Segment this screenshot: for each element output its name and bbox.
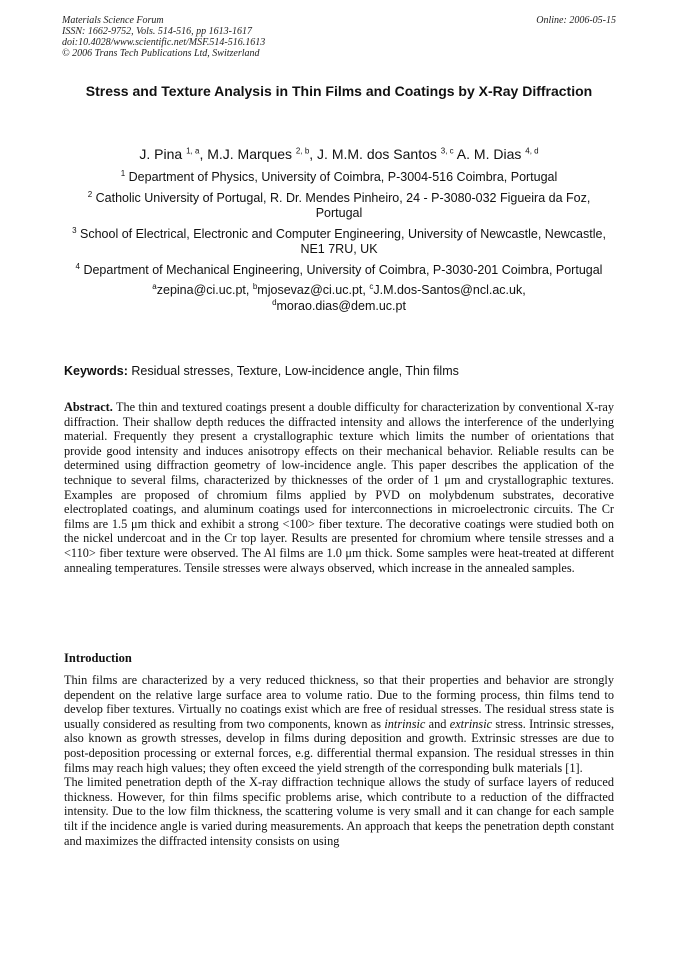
affiliation (64, 227, 614, 258)
affiliation-num: 1 (120, 168, 126, 178)
online-date: Online: 2006-05-15 (536, 15, 616, 26)
text-run: Thin films are characterized by a very reduced thickness, so that their properties and behavior are strongly dependent on the relative large surface area to volume ratio. Due to the forming process, thin films tend to develop fiber textures. Virtually no coatings exist which are free of residual stresses. The residual stress state is usually considered as resulting from two components, known as (64, 673, 614, 731)
affiliations (64, 170, 614, 319)
email-list (64, 283, 614, 314)
introduction-body (64, 673, 614, 848)
email-sup: a (152, 281, 157, 291)
author-name: J. M.M. dos Santos (317, 146, 437, 162)
email-sup: c (369, 281, 374, 291)
keywords (64, 364, 624, 378)
affiliation-num: 4 (75, 261, 80, 271)
paragraph (64, 673, 614, 775)
text-run: stress. Intrinsic stresses, also known as growth stresses, develop in films during deposition and growth. Extrinsic stresses are due to post-deposition processing or external forces, e.g. differential thermal expansion. The residual stresses in thin films may reach high values; they often exceed the yield strength of the corresponding bulk materials [1]. (64, 716, 615, 775)
author-sup: 2, b (295, 146, 310, 156)
affiliation-num: 3 (72, 225, 77, 235)
author-name: M.J. Marques (207, 146, 293, 162)
affiliation-text: Department of Mechanical Engineering, University of Coimbra, P-3030-201 Coimbra, Portugal (83, 262, 603, 277)
abstract-text: The thin and textured coatings present a double difficulty for characterization by conventional X-ray diffraction. Their shallow depth reduces the diffracted intensity and allows the interference of the underlying material. Frequently they present a crystallographic texture which limits the number of orientations that provide good intensity and induces anisotropy effects on their mechanical behavior. Reliable results can be determined using diffraction geometry of low-incidence angle. This paper describes the application of the technique to several films, characterized by thicknesses of the order of 1 μm and crystallographic textures. Examples are proposed of chromium films applied by PVD on molybdenum substrates, decorative electroplated coatings, and aluminum coatings used for interconnections in microelectronic circuits. The Cr films are 1.5 μm thick and exhibit a strong <100> fiber texture. The decorative coatings were studied both on the nickel undercoat and in the Cr top layer. Results are presented for chromium where tensile stresses and a <110> fiber texture were observed. The Al films are 1.0 μm thick. Some samples were heat-treated at different annealing temperatures. Tensile stresses were always observed, which increase in the annealed samples. (64, 400, 614, 575)
email-link[interactable]: J.M.dos-Santos@ncl.ac.uk, (373, 283, 526, 297)
text-run: and (428, 716, 447, 731)
affiliation (64, 263, 614, 279)
author-sup: 4, d (525, 146, 539, 156)
email-sup: b (252, 281, 258, 291)
affiliation-text: Catholic University of Portugal, R. Dr. Mendes Pinheiro, 24 - P-3080-032 Figueira da Foz, Portugal (95, 190, 591, 220)
italic-term: extrinsic (449, 716, 493, 731)
journal-name: Materials Science Forum (62, 15, 164, 26)
author-sup: 1, a (186, 146, 200, 156)
email-link[interactable]: morao.dias@dem.uc.pt (276, 298, 406, 313)
journal-doi[interactable]: doi:10.4028/www.scientific.net/MSF.514-516.1613 (62, 37, 266, 48)
email-sup: d (272, 297, 277, 307)
paragraph: The limited penetration depth of the X-ray diffraction technique allows the study of surface layers of reduced thickness. However, for thin films specific problems arise, which contribute to a reduction of the diffracted intensity. Due to the low film thickness, the scattering volume is very small and it can change for each sample tilt if the incidence angle is varied during measurements. An approach that keeps the penetration depth constant and maximizes the diffracted intensity consists on using (64, 775, 614, 848)
abstract (64, 400, 614, 575)
journal-copyright: © 2006 Trans Tech Publications Ltd, Switzerland (62, 48, 260, 59)
affiliation-num: 2 (87, 189, 93, 199)
author-sup: 3, c (440, 146, 454, 156)
italic-term: intrinsic (384, 716, 426, 731)
abstract-label: Abstract. (64, 400, 113, 414)
paper-title: Stress and Texture Analysis in Thin Films and Coatings by X-Ray Diffraction (85, 83, 593, 99)
email-link[interactable]: zepina@ci.uc.pt, (156, 283, 250, 297)
email-link[interactable]: mjosevaz@ci.uc.pt, (257, 283, 366, 297)
affiliation (64, 191, 614, 222)
affiliation-text: School of Electrical, Electronic and Computer Engineering, University of Newcastle, Newcastle, NE1 7RU, UK (80, 226, 606, 256)
author-name: J. Pina (139, 146, 183, 162)
author-list: J. Pina $^{1, a}$, M.J. Marques $^{2, b}$, J. M.M. dos Santos $^{3, c}$ A. M. Dias $^{4, d}$ (139, 146, 539, 162)
keywords-text: Residual stresses, Texture, Low-incidence angle, Thin films (131, 364, 459, 378)
journal-issn: ISSN: 1662-9752, Vols. 514-516, pp 1613-1617 (62, 26, 252, 37)
journal-header (62, 15, 265, 59)
section-heading: Introduction (64, 651, 132, 665)
affiliation-text: Department of Physics, University of Coimbra, P-3004-516 Coimbra, Portugal (128, 170, 558, 184)
keywords-label: Keywords: (64, 364, 128, 378)
affiliation (64, 170, 614, 186)
author-name: A. M. Dias (456, 146, 522, 162)
